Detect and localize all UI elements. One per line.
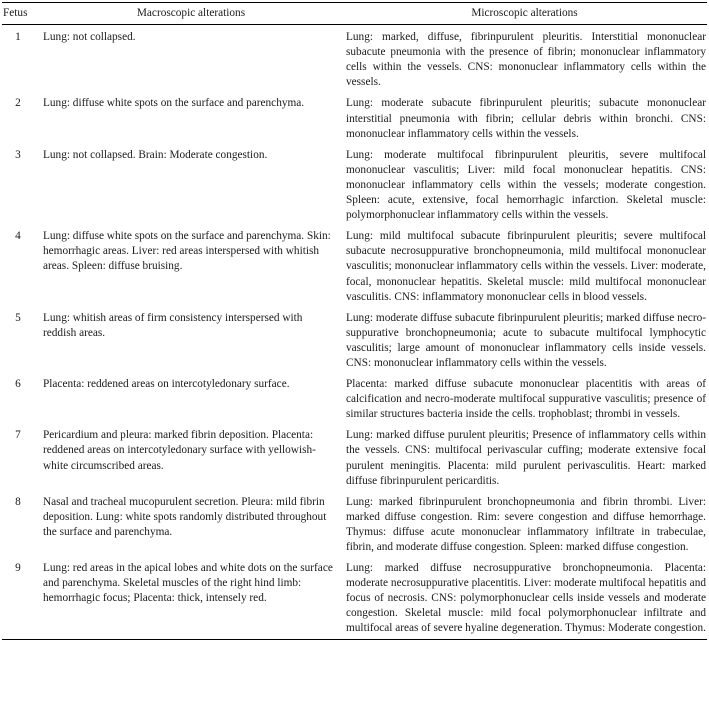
microscopic-alterations-cell: Placenta: marked diffuse subacute mononuclear placentitis with areas of calcification and necro-moderate multifocal suppurative vasculitis; presence of similar structures bacteria inside the cells. trophoblast; thrombi in vessels. [346, 378, 706, 421]
macroscopic-alterations-cell: Lung: not collapsed. [43, 31, 136, 44]
microscopic-alterations-cell: Lung: moderate subacute fibrinpurulent pleuritis; subacute mononuclear interstitial pneumonia with fibrin; cellular debris within bronchi. CNS: mononuclear inflammatory cells within the vessels. [346, 97, 706, 140]
macroscopic-alterations-cell: Lung: red areas in the apical lobes and white dots on the surface and parenchyma. Skeletal muscles of the right hind limb: hemorrhagic focus; Placenta: thick, intensely red. [40, 555, 342, 639]
table-row [2, 25, 707, 91]
table-row [2, 142, 707, 223]
microscopic-alterations-cell: Lung: moderate diffuse subacute fibrinpurulent pleuritis; marked diffuse necro-suppurative bronchopneumonia; acute to subacute multifocal lymphocytic vasculitis; large amount of mononuclear inflammatory cells inside vessels. CNS: mononuclear inflammatory cells within the vessels. [346, 311, 706, 369]
table-row [2, 422, 707, 488]
fetus-number-cell: 7 [15, 429, 21, 442]
table-row [2, 371, 707, 422]
microscopic-alterations-cell: Lung: marked diffuse necrosuppurative bronchopneumonia. Placenta: moderate necrosuppurative placentitis. Liver: moderate multifocal hepatitis and focus of necrosis. CNS: polymorphonuclear cells inside vessels and moderate congestion. Skeletal muscle: mild focal polymorphonuclear infiltrate and multifocal areas of severe hyaline degeneration. Thymus: Moderate congestion. [342, 555, 707, 639]
column-header-microscopic: Microscopic alterations [342, 3, 707, 25]
fetus-number-cell: 2 [15, 97, 21, 110]
fetus-number-cell: 6 [15, 378, 21, 391]
macroscopic-alterations-cell: Nasal and tracheal mucopurulent secretion. Pleura: mild fibrin deposition. Lung: white spots randomly distributed throughout the surface and parenchyma. [43, 495, 327, 538]
microscopic-alterations-cell: Lung: moderate multifocal fibrinpurulent pleuritis, severe multifocal mononuclear vasculitis; Liver: mild focal mononuclear hepatitis. CNS: mononuclear inflammatory cells within the vessels; moderate congestion. Spleen: acute, extensive, focal hemorrhagic infarction. Skeletal muscle: polymorphonuclear inflammatory cells within the vessels. [346, 148, 706, 222]
table-row [2, 305, 707, 371]
table-body [2, 25, 707, 639]
microscopic-alterations-cell: Lung: marked, diffuse, fibrinpurulent pleuritis. Interstitial mononuclear subacute pneumonia with the presence of fibrin; mononuclear inflammatory cells within the vessels. CNS: mononuclear inflammatory cells within the vessels. [346, 31, 706, 89]
fetus-number-cell: 1 [15, 31, 21, 44]
table-row [2, 489, 707, 555]
column-header-macroscopic: Macroscopic alterations [40, 3, 342, 25]
header-row [2, 3, 707, 25]
table-row [2, 90, 707, 141]
macroscopic-alterations-cell: Lung: not collapsed. Brain: Moderate congestion. [43, 148, 268, 161]
fetus-number-cell: 9 [2, 555, 40, 639]
microscopic-alterations-cell: Lung: marked diffuse purulent pleuritis; Presence of inflammatory cells within the vessels. CNS: multifocal perivascular cuffing; moderate extensive focal purulent meningitis. Placenta: mild purulent perivasculitis. Heart: marked diffuse fibrinpurulent pericarditis. [346, 429, 706, 487]
macroscopic-alterations-cell: Lung: diffuse white spots on the surface and parenchyma. Skin: hemorrhagic areas. Liver: red areas interspersed with whitish areas. Spleen: diffuse bruising. [43, 230, 331, 273]
macroscopic-alterations-cell: Pericardium and pleura: marked fibrin deposition. Placenta: reddened areas on intercotyledonary surface with yellowish-white circumscribed areas. [43, 429, 316, 472]
pathology-findings-table [2, 2, 707, 640]
microscopic-alterations-cell: Lung: marked fibrinpurulent bronchopneumonia and fibrin thrombi. Liver: marked diffuse congestion. Rim: severe congestion and diffuse hemorrhage. Thymus: diffuse acute mononuclear inflammatory infiltrate in trabeculae, fibrin, and moderate diffuse congestion. Spleen: marked diffuse congestion. [346, 495, 706, 553]
microscopic-alterations-cell: Lung: mild multifocal subacute fibrinpurulent pleuritis; severe multifocal subacute necrosuppurative bronchopneumonia, mild multifocal mononuclear vasculitis; mononuclear inflammatory cells within the vessels. Liver: moderate, focal, mononuclear hepatitis. Skeletal muscle: mild multifocal mononuclear vasculitis. CNS: inflammatory mononuclear cells in blood vessels. [346, 230, 706, 303]
table-header [2, 3, 707, 25]
fetus-number-cell: 5 [15, 311, 21, 324]
fetus-number-cell: 8 [15, 495, 21, 508]
column-header-fetus: Fetus [2, 3, 40, 25]
fetus-number-cell: 3 [15, 148, 21, 161]
macroscopic-alterations-cell: Lung: diffuse white spots on the surface and parenchyma. [43, 97, 305, 110]
macroscopic-alterations-cell: Lung: whitish areas of firm consistency interspersed with reddish areas. [43, 311, 303, 339]
macroscopic-alterations-cell: Placenta: reddened areas on intercotyledonary surface. [43, 378, 290, 391]
fetus-number-cell: 4 [15, 230, 21, 243]
table-row [2, 555, 707, 639]
table-row [2, 223, 707, 304]
